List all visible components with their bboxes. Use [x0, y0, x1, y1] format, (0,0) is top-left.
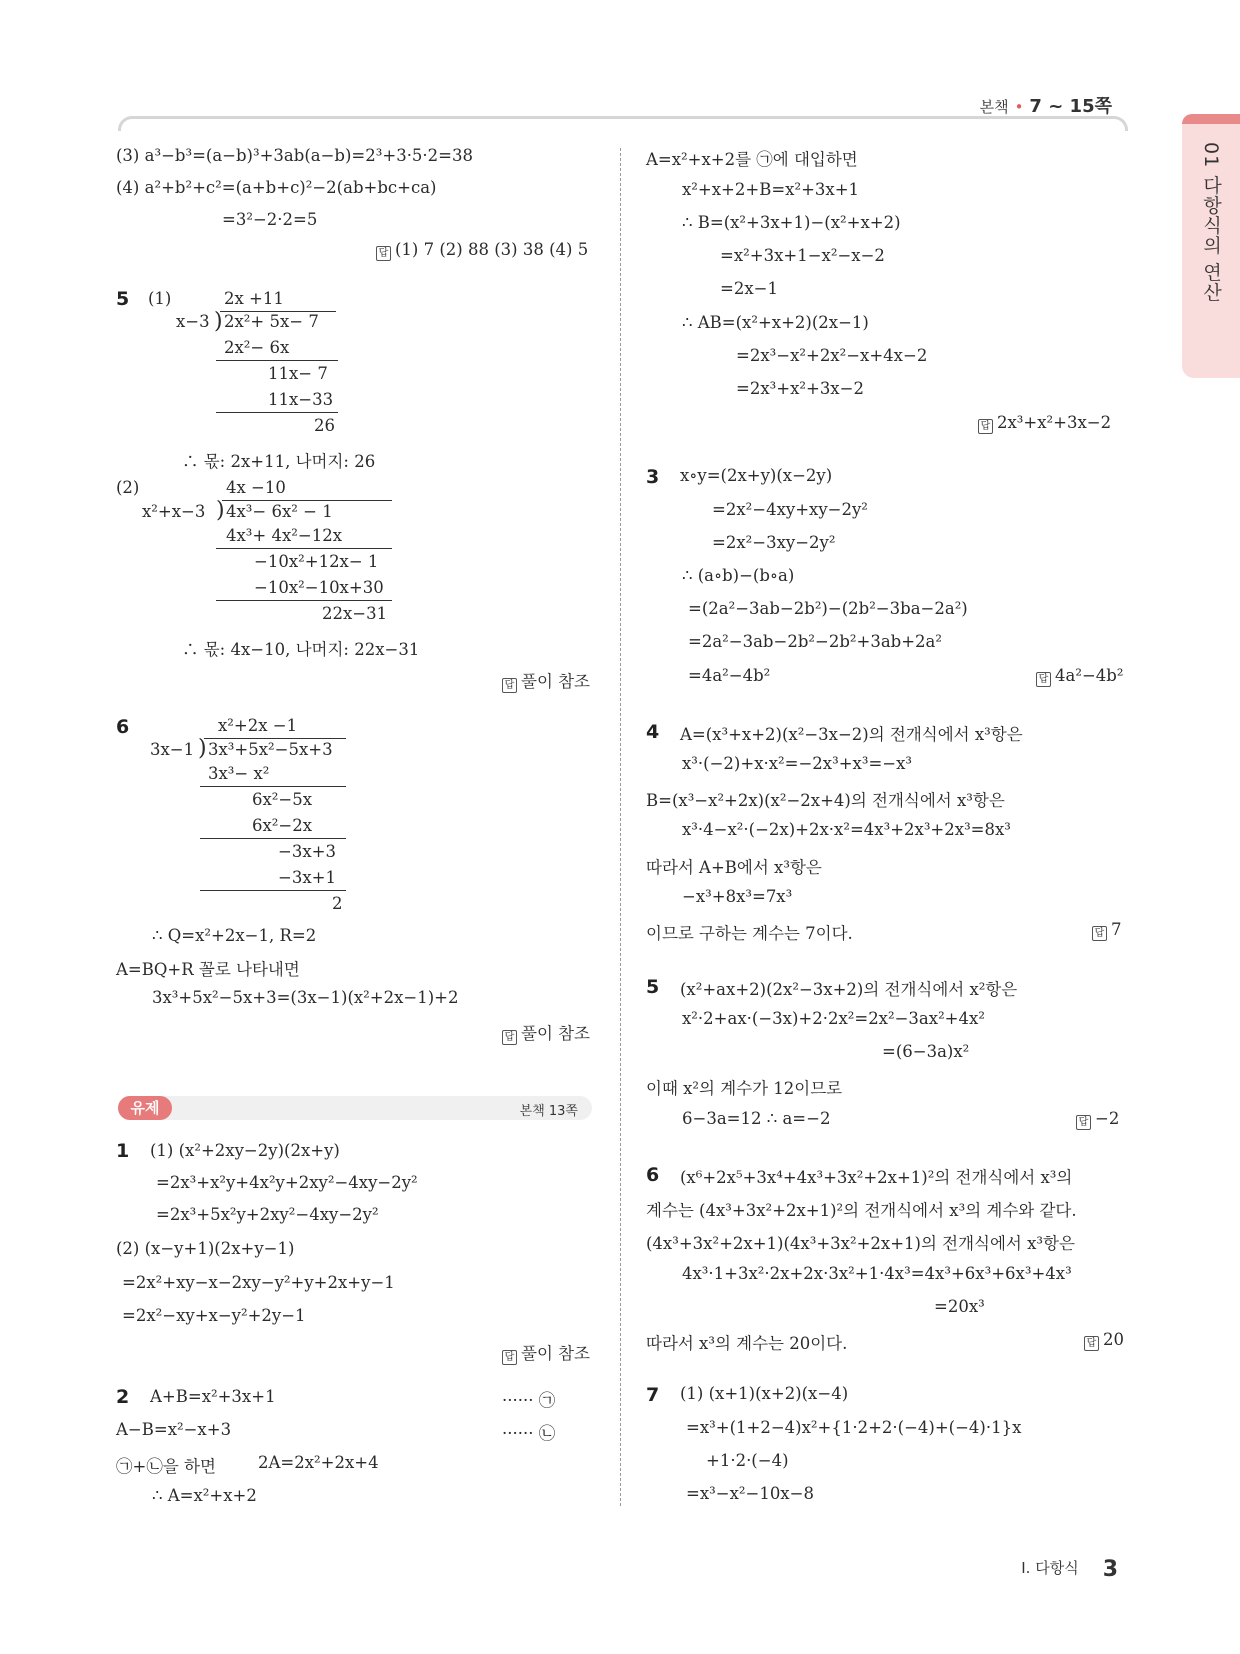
division-row: 2: [332, 894, 343, 913]
answer-text: 풀이 참조: [521, 672, 591, 691]
solution-line: =x³−x²−10x−8: [686, 1484, 814, 1503]
solution-line: 2A=2x²+2x+4: [258, 1453, 379, 1472]
division-rule: [216, 548, 392, 549]
solution-line: (x⁶+2x⁵+3x⁴+4x³+3x²+2x+1)²의 전개식에서 x³의: [680, 1168, 1073, 1187]
solution-line: ∴ A=x²+x+2: [152, 1486, 257, 1505]
solution-line: ∴ AB=(x²+x+2)(2x−1): [682, 313, 869, 332]
solution-line: A−B=x²−x+3: [116, 1420, 232, 1439]
yuje-section-bar: [118, 1096, 592, 1120]
problem-number: 7: [646, 1384, 660, 1406]
division-result: ∴ 몫: 2x+11, 나머지: 26: [182, 452, 376, 471]
solution-line: =2x³+x²y+4x²y+2xy²−4xy−2y²: [156, 1173, 418, 1192]
solution-line: =3²−2·2=5: [222, 210, 318, 229]
solution-line: x∘y=(2x+y)(x−2y): [680, 466, 833, 485]
solution-line: x³·(−2)+x·x²=−2x³+x³=−x³: [682, 754, 913, 773]
problem-number: 3: [646, 466, 660, 488]
page-range-header: [980, 92, 1112, 118]
division-divisor: 3x−1: [150, 740, 195, 759]
solution-line: x³·4−x²·(−2x)+2x·x²=4x³+2x³+2x³=8x³: [682, 820, 1011, 839]
division-row: 3x³− x²: [208, 764, 270, 783]
solution-line: (4x³+3x²+2x+1)(4x³+3x²+2x+1)의 전개식에서 x³항은: [646, 1234, 1075, 1253]
solution-line: x²·2+ax·(−3x)+2·2x²=2x²−3ax²+4x²: [682, 1009, 985, 1028]
answer-text: 20: [1103, 1330, 1124, 1349]
division-rule: [216, 360, 338, 361]
answer-text: −2: [1095, 1109, 1120, 1128]
top-rule: [118, 116, 1128, 131]
solution-line: =2x²−xy+x−y²+2y−1: [122, 1306, 306, 1325]
solution-line: ∴ B=(x²+3x+1)−(x²+x+2): [682, 213, 901, 232]
division-quotient: 2x +11: [224, 289, 284, 308]
problem-number: 6: [646, 1164, 660, 1186]
answer-text: (1) 7 (2) 88 (3) 38 (4) 5: [395, 240, 589, 259]
solution-line: 이므로 구하는 계수는 7이다.: [646, 924, 853, 943]
yuje-tag: 유제: [118, 1096, 172, 1120]
answer-box: [502, 668, 590, 692]
sub-label: (2): [116, 478, 140, 497]
division-row: 4x³+ 4x²−12x: [226, 526, 343, 545]
division-rule: [216, 600, 392, 601]
division-row: 11x− 7: [268, 364, 328, 383]
answer-box: [1084, 1330, 1124, 1350]
division-quotient: x²+2x −1: [218, 716, 298, 735]
division-rule: [200, 786, 346, 787]
solution-line: 3x³+5x²−5x+3=(3x−1)(x²+2x−1)+2: [152, 988, 459, 1007]
chapter-label: Ⅰ. 다항식: [1021, 1559, 1079, 1577]
answer-box: [978, 413, 1111, 433]
solution-line: =(6−3a)x²: [882, 1042, 970, 1061]
solution-line: A+B=x²+3x+1: [150, 1387, 276, 1406]
solution-line: =2a²−3ab−2b²−2b²+3ab+2a²: [688, 632, 942, 651]
division-divisor: x²+x−3: [142, 502, 206, 521]
division-dividend: 3x³+5x²−5x+3: [208, 740, 333, 759]
solution-line: (4) a²+b²+c²=(a+b+c)²−2(ab+bc+ca): [116, 178, 437, 197]
page-number: 3: [1102, 1557, 1118, 1582]
problem-number: 4: [646, 721, 660, 743]
column-divider: [620, 148, 621, 1506]
solution-line: =x³+(1+2−4)x²+{1·2+2·(−4)+(−4)·1}x: [686, 1418, 1022, 1437]
solution-line: =x²+3x+1−x²−x−2: [720, 246, 885, 265]
division-row: −10x²−10x+30: [254, 578, 384, 597]
problem-number: 6: [116, 716, 130, 738]
problem-number: 2: [116, 1386, 130, 1408]
problem-number: 5: [116, 288, 130, 310]
division-bracket: ): [198, 736, 207, 761]
book-label: 본책: [979, 98, 1009, 116]
division-row: −3x+1: [278, 868, 336, 887]
division-rule: [200, 890, 346, 891]
bullet-dot: •: [1014, 98, 1024, 116]
division-row: 6x²−5x: [252, 790, 313, 809]
division-rule: [216, 412, 338, 413]
division-divisor: x−3: [176, 312, 210, 331]
division-result: ∴ 몫: 4x−10, 나머지: 22x−31: [182, 640, 420, 659]
division-row: 26: [314, 416, 335, 435]
solution-line: 이때 x²의 계수가 12이므로: [646, 1079, 843, 1098]
solution-line: (1) (x²+2xy−2y)(2x+y): [150, 1141, 340, 1160]
solution-line: =4a²−4b²: [688, 666, 771, 685]
solution-line: −x³+8x³=7x³: [682, 887, 793, 906]
solution-line: ㉠+㉡을 하면: [116, 1457, 216, 1476]
solution-line: =2x²+xy−x−2xy−y²+y+2x+y−1: [122, 1273, 395, 1292]
page-range: 7 ~ 15쪽: [1029, 96, 1112, 117]
division-row: 6x²−2x: [252, 816, 313, 835]
answer-box: [1092, 920, 1122, 940]
solution-line: =(2a²−3ab−2b²)−(2b²−3ba−2a²): [688, 599, 968, 618]
solution-line: =2x³+5x²y+2xy²−4xy−2y²: [156, 1205, 379, 1224]
division-bar: [204, 738, 346, 739]
sub-label: (1): [148, 289, 172, 308]
chapter-side-tab[interactable]: [1182, 114, 1240, 378]
division-bar: [222, 500, 392, 501]
answer-icon: 답: [1036, 672, 1051, 687]
solution-line: (1) (x+1)(x+2)(x−4): [680, 1384, 849, 1403]
solution-line: 따라서 A+B에서 x³항은: [646, 858, 822, 877]
equation-marker: ······ ㉠: [502, 1391, 556, 1410]
solution-line: 4x³·1+3x²·2x+2x·3x²+1·4x³=4x³+6x³+6x³+4x³: [682, 1264, 1072, 1283]
solution-line: +1·2·(−4): [706, 1451, 789, 1470]
side-tab-accent: [1182, 114, 1240, 124]
answer-icon: 답: [376, 246, 391, 261]
division-rule: [200, 838, 346, 839]
side-tab-label: 01 다항식의 연산: [1200, 142, 1222, 303]
equation-marker: ······ ㉡: [502, 1424, 556, 1443]
answer-icon: 답: [1092, 926, 1107, 941]
answer-icon: 답: [1076, 1115, 1091, 1130]
solution-line: A=x²+x+2를 ㉠에 대입하면: [646, 150, 858, 169]
division-bracket: ): [214, 309, 223, 334]
division-dividend: 4x³− 6x² − 1: [226, 502, 333, 521]
solution-line: =2x²−4xy+xy−2y²: [712, 500, 868, 519]
answer-box: [502, 1020, 590, 1044]
solution-line: =2x³+x²+3x−2: [736, 379, 864, 398]
solution-line: 따라서 x³의 계수는 20이다.: [646, 1334, 848, 1353]
answer-box: [1036, 666, 1123, 686]
division-bracket: ): [216, 498, 225, 523]
answer-icon: 답: [1084, 1336, 1099, 1351]
solution-line: 계수는 (4x³+3x²+2x+1)²의 전개식에서 x³의 계수와 같다.: [646, 1201, 1077, 1220]
answer-box: [502, 1340, 590, 1364]
answer-icon: 답: [502, 1030, 517, 1045]
answer-text: 2x³+x²+3x−2: [997, 413, 1112, 432]
solution-line: (2) (x−y+1)(2x+y−1): [116, 1239, 295, 1258]
solution-line: =2x−1: [720, 279, 778, 298]
division-row: 22x−31: [322, 604, 388, 623]
solution-line: (x²+ax+2)(2x²−3x+2)의 전개식에서 x²항은: [680, 980, 1018, 999]
answer-text: 4a²−4b²: [1055, 666, 1124, 685]
yuje-page-ref: 본책 13쪽: [519, 1104, 578, 1119]
solution-line: ∴ (a∘b)−(b∘a): [682, 566, 795, 585]
division-row: 11x−33: [268, 390, 334, 409]
division-row: −10x²+12x− 1: [254, 552, 379, 571]
division-dividend: 2x²+ 5x− 7: [224, 312, 319, 331]
solution-line: =20x³: [934, 1297, 985, 1316]
answer-icon: 답: [502, 678, 517, 693]
answer-text: 풀이 참조: [521, 1024, 591, 1043]
solution-line: =2x³−x²+2x²−x+4x−2: [736, 346, 928, 365]
solution-line: B=(x³−x²+2x)(x²−2x+4)의 전개식에서 x³항은: [646, 791, 1005, 810]
problem-number: 1: [116, 1140, 130, 1162]
solution-line: x²+x+2+B=x²+3x+1: [682, 180, 860, 199]
division-row: 2x²− 6x: [224, 338, 290, 357]
division-row: −3x+3: [278, 842, 336, 861]
answer-icon: 답: [978, 419, 993, 434]
answer-box: [376, 240, 588, 260]
solution-line: A=(x³+x+2)(x²−3x−2)의 전개식에서 x³항은: [680, 725, 1023, 744]
answer-icon: 답: [502, 1350, 517, 1365]
problem-number: 5: [646, 976, 660, 998]
division-quotient: 4x −10: [226, 478, 286, 497]
solution-line: (3) a³−b³=(a−b)³+3ab(a−b)=2³+3·5·2=38: [116, 146, 473, 165]
solution-line: A=BQ+R 꼴로 나타내면: [116, 960, 300, 979]
division-result: ∴ Q=x²+2x−1, R=2: [152, 926, 317, 945]
answer-box: [1076, 1109, 1119, 1129]
solution-line: 6−3a=12 ∴ a=−2: [682, 1109, 831, 1128]
page-footer: [1021, 1554, 1118, 1582]
answer-text: 7: [1111, 920, 1122, 939]
solution-line: =2x²−3xy−2y²: [712, 533, 836, 552]
answer-text: 풀이 참조: [521, 1344, 591, 1363]
